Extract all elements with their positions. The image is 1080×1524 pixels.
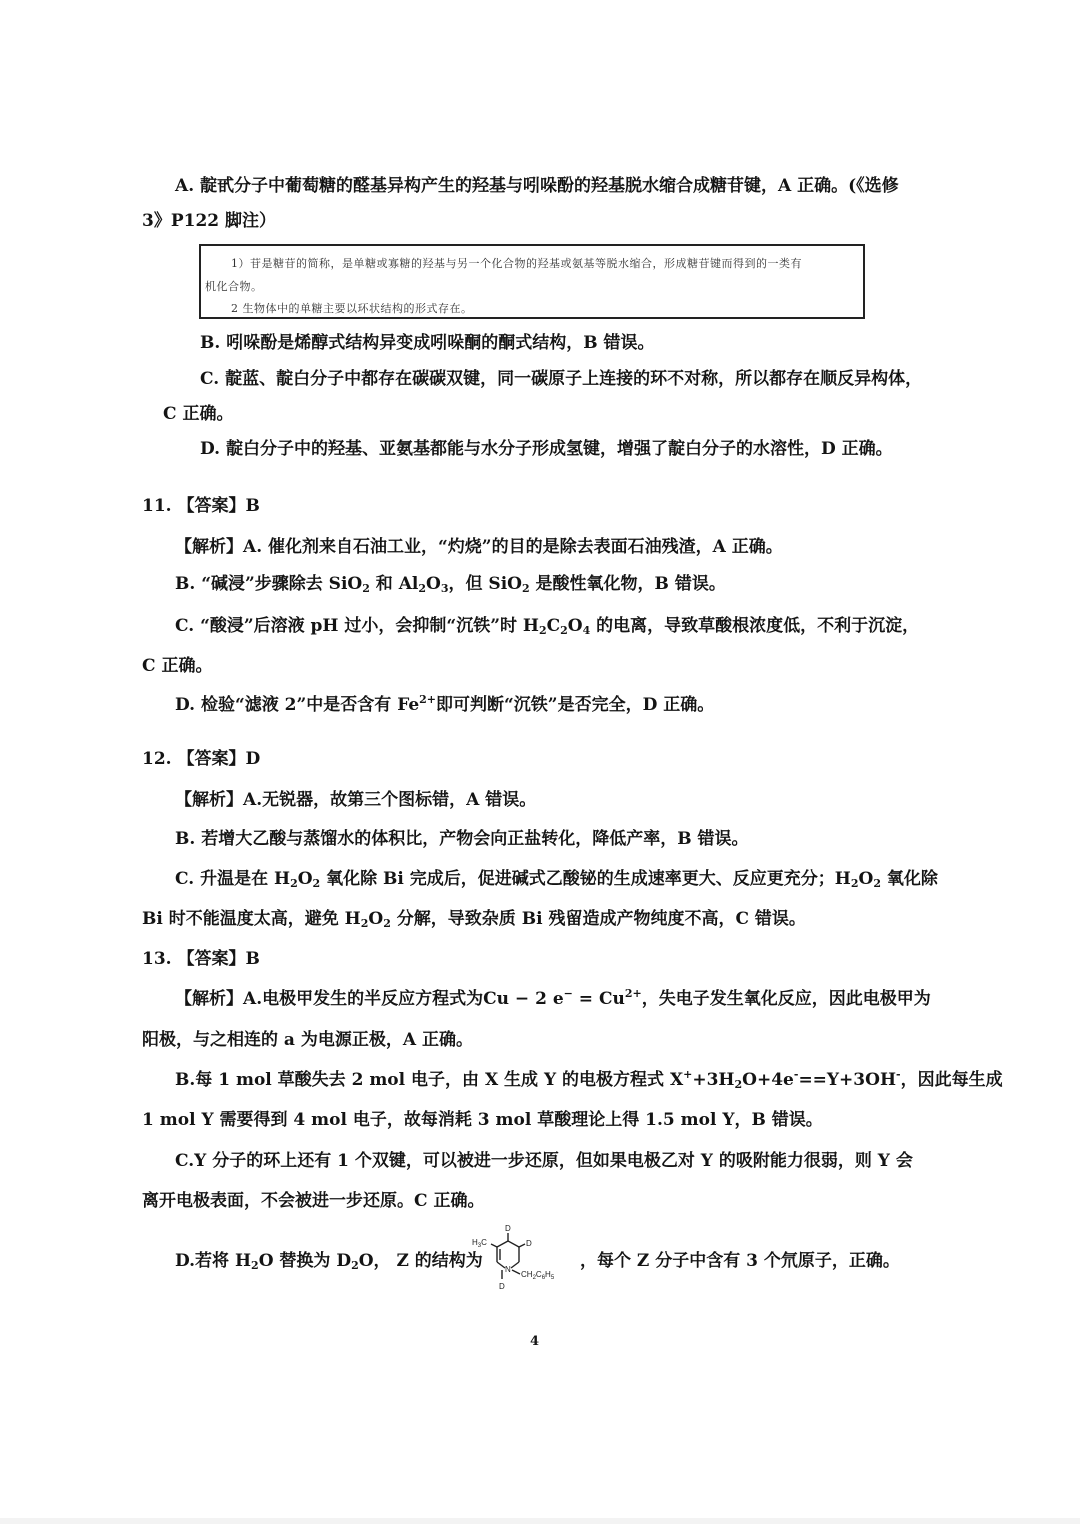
mol-label-d-bottom: D: [499, 1282, 505, 1291]
mol-label-h3c: $H_3C$: [472, 1238, 487, 1249]
footnote-line1: 1）苷是糖苷的简称，是单糖或寡糖的羟基与另一个化合物的羟基或氨基等脱水缩合，形成糖苷键而得到的一类有: [231, 257, 802, 270]
mol-label-benzyl: $CH_2C_6H_5$: [521, 1270, 555, 1281]
q12-analysis-b: B. 若增大乙酸与蒸馏水的体积比，产物会向正盐转化，降低产率，B 错误。: [175, 829, 749, 849]
q11-analysis-c-line2: C 正确。: [142, 656, 213, 676]
q10-option-c-line2: C 正确。: [163, 404, 234, 424]
q10-option-c-line1: C. 靛蓝、靛白分子中都存在碳碳双键，同一碳原子上连接的环不对称，所以都存在顺反异构体，: [200, 369, 923, 389]
q10-option-b: B. 吲哚酚是烯醇式结构异变成吲哚酮的酮式结构，B 错误。: [200, 333, 655, 353]
q10-option-a-line1: A. 靛甙分子中葡萄糖的醛基异构产生的羟基与吲哚酚的羟基脱水缩合成糖苷键，A 正确。(《选修: [175, 176, 899, 196]
footnote-quote-box: [199, 244, 865, 319]
q13-analysis-a-line2: 阳极，与之相连的 a 为电源正极，A 正确。: [142, 1030, 473, 1050]
mol-label-d-top: D: [505, 1224, 511, 1233]
q11-analysis-c-line1: C. “酸浸”后溶液 pH 过小，会抑制“沉铁”时 $H_2C_2O_4$ 的电离，导致草酸根浓度低，不利于沉淀，: [175, 616, 920, 637]
q11-answer: 11. 【答案】B: [142, 496, 260, 516]
q11-analysis-a: 【解析】A. 催化剂来自石油工业，“灼烧”的目的是除去表面石油残渣，A 正确。: [175, 537, 783, 557]
page-bottom-edge: [0, 1518, 1080, 1524]
q11-analysis-d: D. 检验“滤液 2”中是否含有 $Fe^{2+}$即可判断“沉铁”是否完全，D 正确。: [175, 693, 715, 715]
q11-analysis-b: B. “碱浸”步骤除去 SiO$_2$ 和 $Al_2O_3$，但 SiO$_2$ 是酸性氧化物，B 错误。: [175, 574, 726, 595]
q12-analysis-c-line2: Bi 时不能温度太高，避免 $H_2O_2$ 分解，导致杂质 Bi 残留造成产物纯度不高，C 错误。: [142, 909, 806, 930]
q13-analysis-c-line1: C.Y 分子的环上还有 1 个双键，可以被进一步还原，但如果电极乙对 Y 的吸附能力很弱，则 Y 会: [175, 1151, 913, 1171]
q13-answer: 13. 【答案】B: [142, 949, 260, 969]
q13-analysis-a-line1: 【解析】A.电极甲发生的半反应方程式为Cu − 2 $e^- = Cu^{2+}$，失电子发生氧化反应，因此电极甲为: [175, 987, 931, 1009]
page-number: 4: [530, 1334, 540, 1349]
mol-label-n: N: [505, 1265, 511, 1274]
q12-analysis-c-line1: C. 升温是在 $H_2O_2$ 氧化除 Bi 完成后，促进碱式乙酸铋的生成速率更大、反应更充分；$H_2O_2$ 氧化除: [175, 869, 938, 890]
q13-analysis-b-line2: 1 mol Y 需要得到 4 mol 电子，故每消耗 3 mol 草酸理论上得 1.5 mol Y，B 错误。: [142, 1110, 823, 1130]
footnote-line3: 2 生物体中的单糖主要以环状结构的形式存在。: [231, 302, 473, 315]
q12-analysis-a: 【解析】A.无锐器，故第三个图标错，A 错误。: [175, 790, 537, 810]
q13-analysis-d-post: ，每个 Z 分子中含有 3 个氘原子，正确。: [580, 1251, 900, 1271]
q10-option-a-line2: 3》P122 脚注）: [142, 211, 277, 231]
q10-option-d: D. 靛白分子中的羟基、亚氨基都能与水分子形成氢键，增强了靛白分子的水溶性，D 正确。: [200, 439, 893, 459]
q13-analysis-b-line1: B.每 1 mol 草酸失去 2 mol 电子，由 X 生成 Y 的电极方程式 $X^++3H_2O+4e^-==Y+3OH^-$，因此每生成: [175, 1068, 1003, 1091]
q13-analysis-d-pre: D.若将 $H_2O$ 替换为 $D_2O$， Z 的结构为: [175, 1251, 483, 1272]
q13-analysis-c-line2: 离开电极表面，不会被进一步还原。C 正确。: [142, 1191, 485, 1211]
q12-answer: 12. 【答案】D: [142, 749, 261, 769]
footnote-line2: 机化合物。: [205, 280, 263, 293]
mol-label-d-right: D: [526, 1239, 532, 1248]
molecule-z-structure: [468, 1224, 580, 1296]
